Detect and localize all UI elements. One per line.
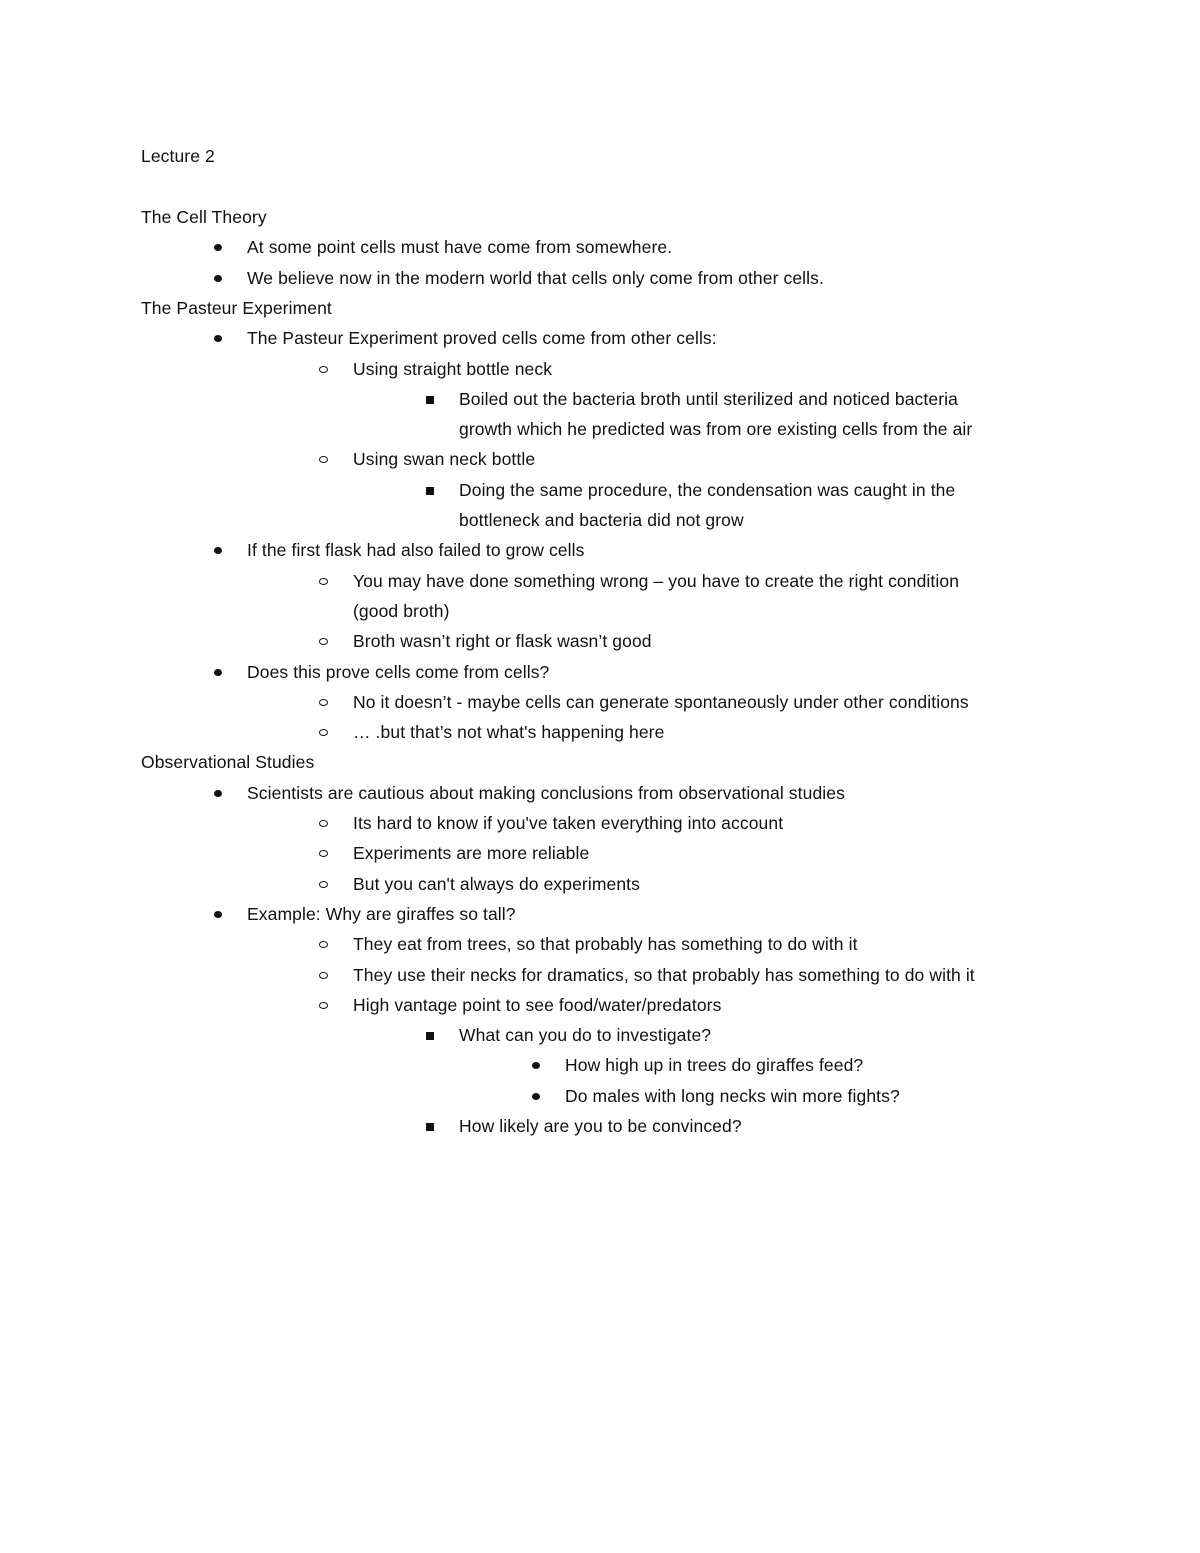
line-text: Using swan neck bottle <box>353 449 536 470</box>
document-title-text: Lecture 2 <box>141 146 215 166</box>
line-text: We believe now in the modern world that cells only come from other cells. <box>247 267 824 288</box>
hollow-circle-bullet-icon <box>317 566 331 596</box>
line-text: … .but that’s not what's happening here <box>353 722 665 743</box>
hollow-circle-bullet-icon <box>317 808 331 838</box>
hollow-circle-bullet-icon <box>317 838 331 868</box>
bullet-icon <box>211 323 225 353</box>
bullet-icon <box>211 899 225 929</box>
line-text: growth which he predicted was from ore existing cells from the air <box>459 419 973 440</box>
line-text: You may have done something wrong – you have to create the right condition <box>353 570 960 591</box>
line-text: (good broth) <box>353 600 450 621</box>
line-text: bottleneck and bacteria did not grow <box>459 510 744 530</box>
bullet-icon <box>211 778 225 808</box>
line-text: Scientists are cautious about making conclusions from observational studies <box>247 782 845 803</box>
line-text: Example: Why are giraffes so tall? <box>247 903 516 924</box>
line-text: Its hard to know if you've taken everything into account <box>353 813 784 833</box>
line-text: Does this prove cells come from cells? <box>247 661 550 682</box>
hollow-circle-bullet-icon <box>317 717 331 747</box>
line-text: Do males with long necks win more fights? <box>565 1085 900 1106</box>
line-text: The Pasteur Experiment proved cells come from other cells: <box>247 328 717 349</box>
bullet-icon <box>211 232 225 262</box>
line-text: How likely are you to be convinced? <box>459 1116 742 1136</box>
hollow-circle-bullet-icon <box>317 929 331 959</box>
hollow-circle-bullet-icon <box>317 354 331 384</box>
line-text: Using straight bottle neck <box>353 358 553 379</box>
square-bullet-icon <box>423 475 437 505</box>
bullet-icon <box>529 1050 543 1080</box>
square-bullet-icon <box>423 1020 437 1050</box>
line-text: They eat from trees, so that probably has something to do with it <box>353 934 858 955</box>
bullet-icon <box>211 263 225 293</box>
bullet-icon <box>529 1081 543 1111</box>
square-bullet-icon <box>423 1111 437 1141</box>
line-text: If the first flask had also failed to grow cells <box>247 540 585 561</box>
bullet-icon <box>211 657 225 687</box>
bullet-icon <box>211 535 225 565</box>
line-text: Observational Studies <box>141 752 315 773</box>
line-text: The Cell Theory <box>141 207 267 227</box>
line-text: How high up in trees do giraffes feed? <box>565 1055 864 1076</box>
line-text: High vantage point to see food/water/predators <box>353 994 722 1015</box>
line-text: At some point cells must have come from somewhere. <box>247 237 673 258</box>
line-text: No it doesn’t - maybe cells can generate spontaneously under other conditions <box>353 691 969 712</box>
hollow-circle-bullet-icon <box>317 990 331 1020</box>
line-text: Broth wasn’t right or flask wasn’t good <box>353 631 652 652</box>
line-text: Boiled out the bacteria broth until sterilized and noticed bacteria <box>459 388 958 409</box>
hollow-circle-bullet-icon <box>317 626 331 656</box>
square-bullet-icon <box>423 384 437 414</box>
hollow-circle-bullet-icon <box>317 444 331 474</box>
line-text: What can you do to investigate? <box>459 1025 712 1046</box>
line-text: The Pasteur Experiment <box>141 297 332 318</box>
line-text: Doing the same procedure, the condensation was caught in the <box>459 479 956 500</box>
hollow-circle-bullet-icon <box>317 960 331 990</box>
line-text: Experiments are more reliable <box>353 843 590 864</box>
hollow-circle-bullet-icon <box>317 869 331 899</box>
line-text: But you can't always do experiments <box>353 873 640 894</box>
hollow-circle-bullet-icon <box>317 687 331 717</box>
line-text: They use their necks for dramatics, so that probably has something to do with it <box>353 964 975 985</box>
